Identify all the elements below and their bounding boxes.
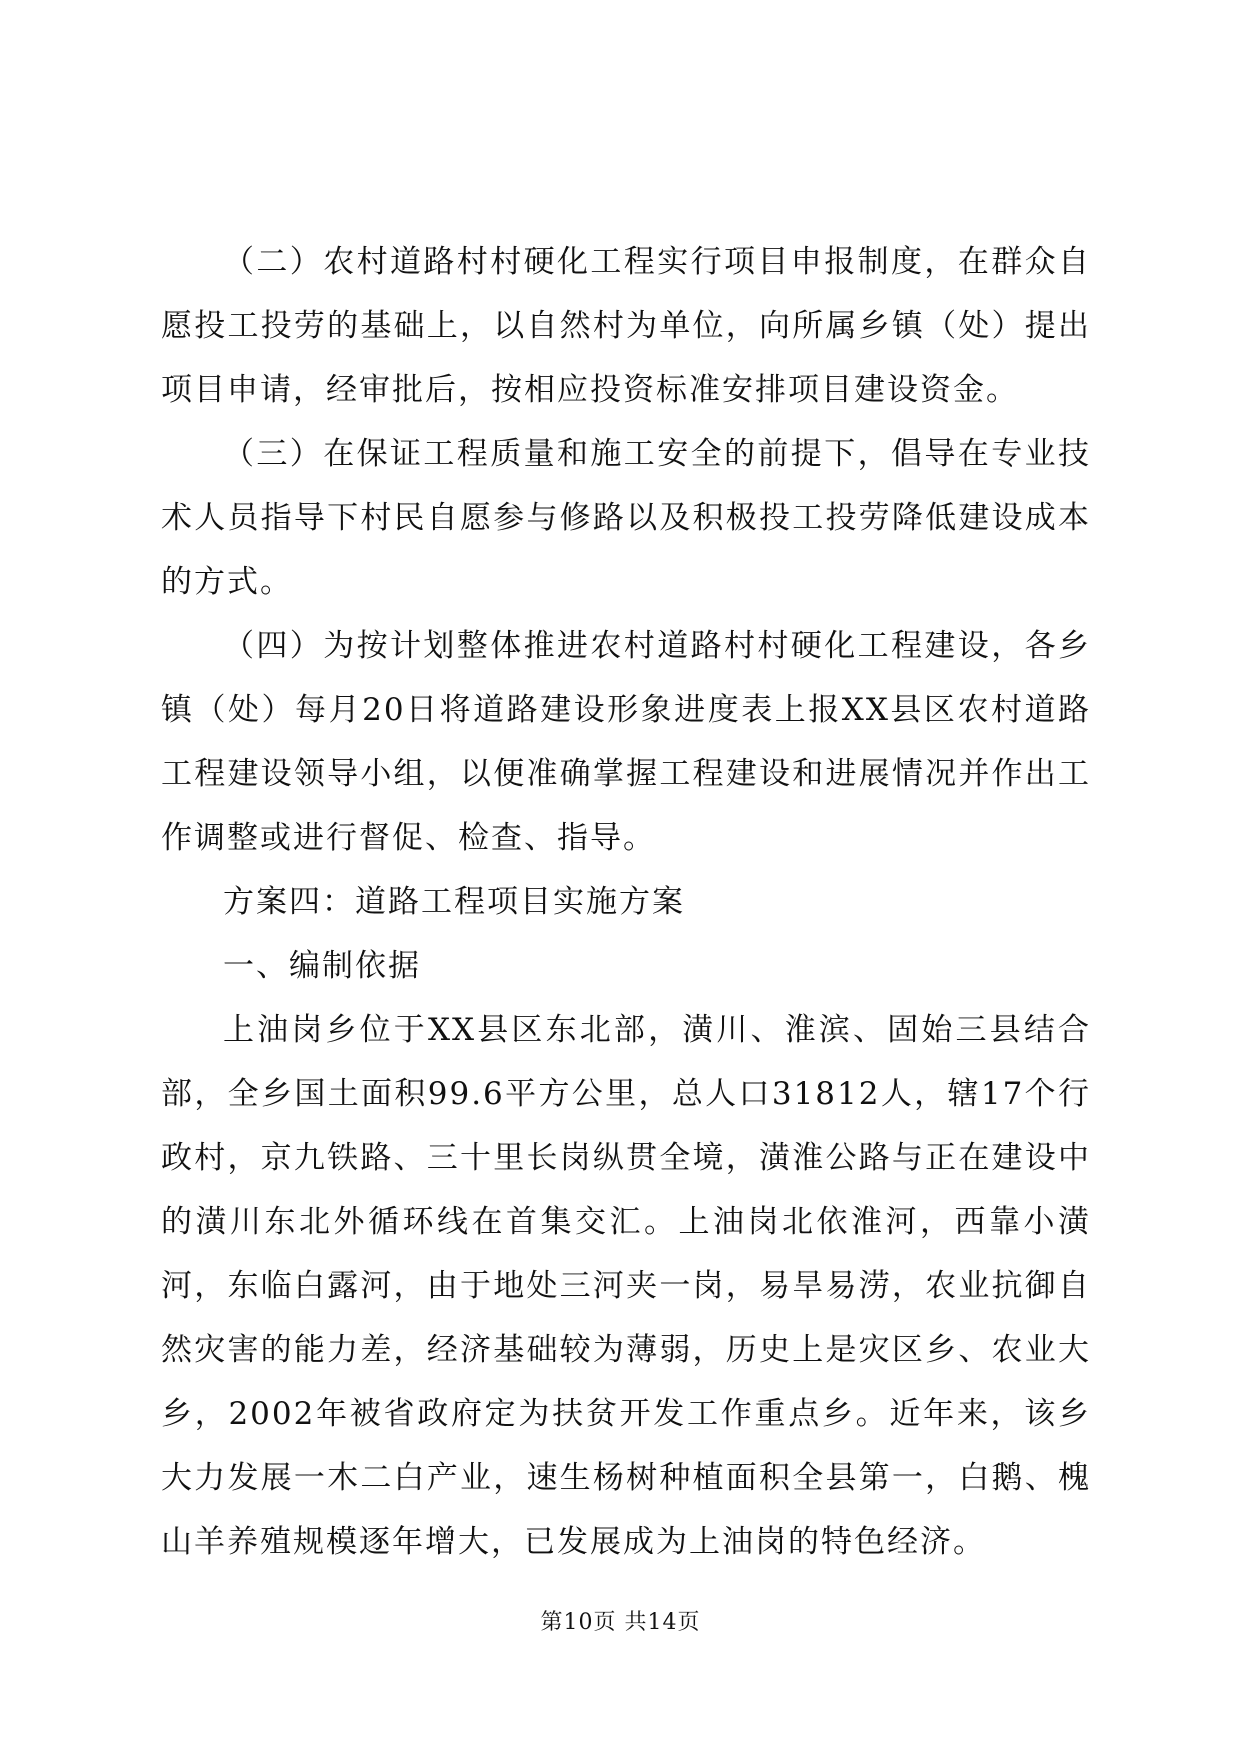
- paragraph-basis-description: 上油岗乡位于XX县区东北部，潢川、淮滨、固始三县结合部，全乡国土面积99.6平方公里，总人口31812人，辖17个行政村，京九铁路、三十里长岗纵贯全境，潢淮公路与正在建设中的潢川东北外循环线在首集交汇。上油岗北依淮河，西靠小潢河，东临白露河，由于地处三河夹一岗，易旱易涝，农业抗御自然灾害的能力差，经济基础较为薄弱，历史上是灾区乡、农业大乡，2002年被省政府定为扶贫开发工作重点乡。近年来，该乡大力发展一木二白产业，速生杨树种植面积全县第一，白鹅、槐山羊养殖规模逐年增大，已发展成为上油岗的特色经济。: [161, 1012, 1091, 1560]
- section-title-plan-four: 方案四：道路工程项目实施方案: [223, 884, 685, 920]
- paragraph-item-4: （四）为按计划整体推进农村道路村村硬化工程建设，各乡镇（处）每月20日将道路建设形象进度表上报XX县区农村道路工程建设领导小组，以便准确掌握工程建设和进展情况并作出工作调整或进行督促、检查、指导。: [161, 628, 1091, 856]
- section-heading-basis: 一、编制依据: [223, 948, 421, 984]
- document-body: [161, 230, 1091, 1574]
- page-footer: [0, 1608, 1241, 1638]
- paragraph-item-2: （二）农村道路村村硬化工程实行项目申报制度，在群众自愿投工投劳的基础上，以自然村为单位，向所属乡镇（处）提出项目申请，经审批后，按相应投资标准安排项目建设资金。: [161, 244, 1091, 408]
- page-number-label: 第10页 共14页: [540, 1610, 701, 1635]
- paragraph-item-3: （三）在保证工程质量和施工安全的前提下，倡导在专业技术人员指导下村民自愿参与修路以及积极投工投劳降低建设成本的方式。: [161, 436, 1091, 600]
